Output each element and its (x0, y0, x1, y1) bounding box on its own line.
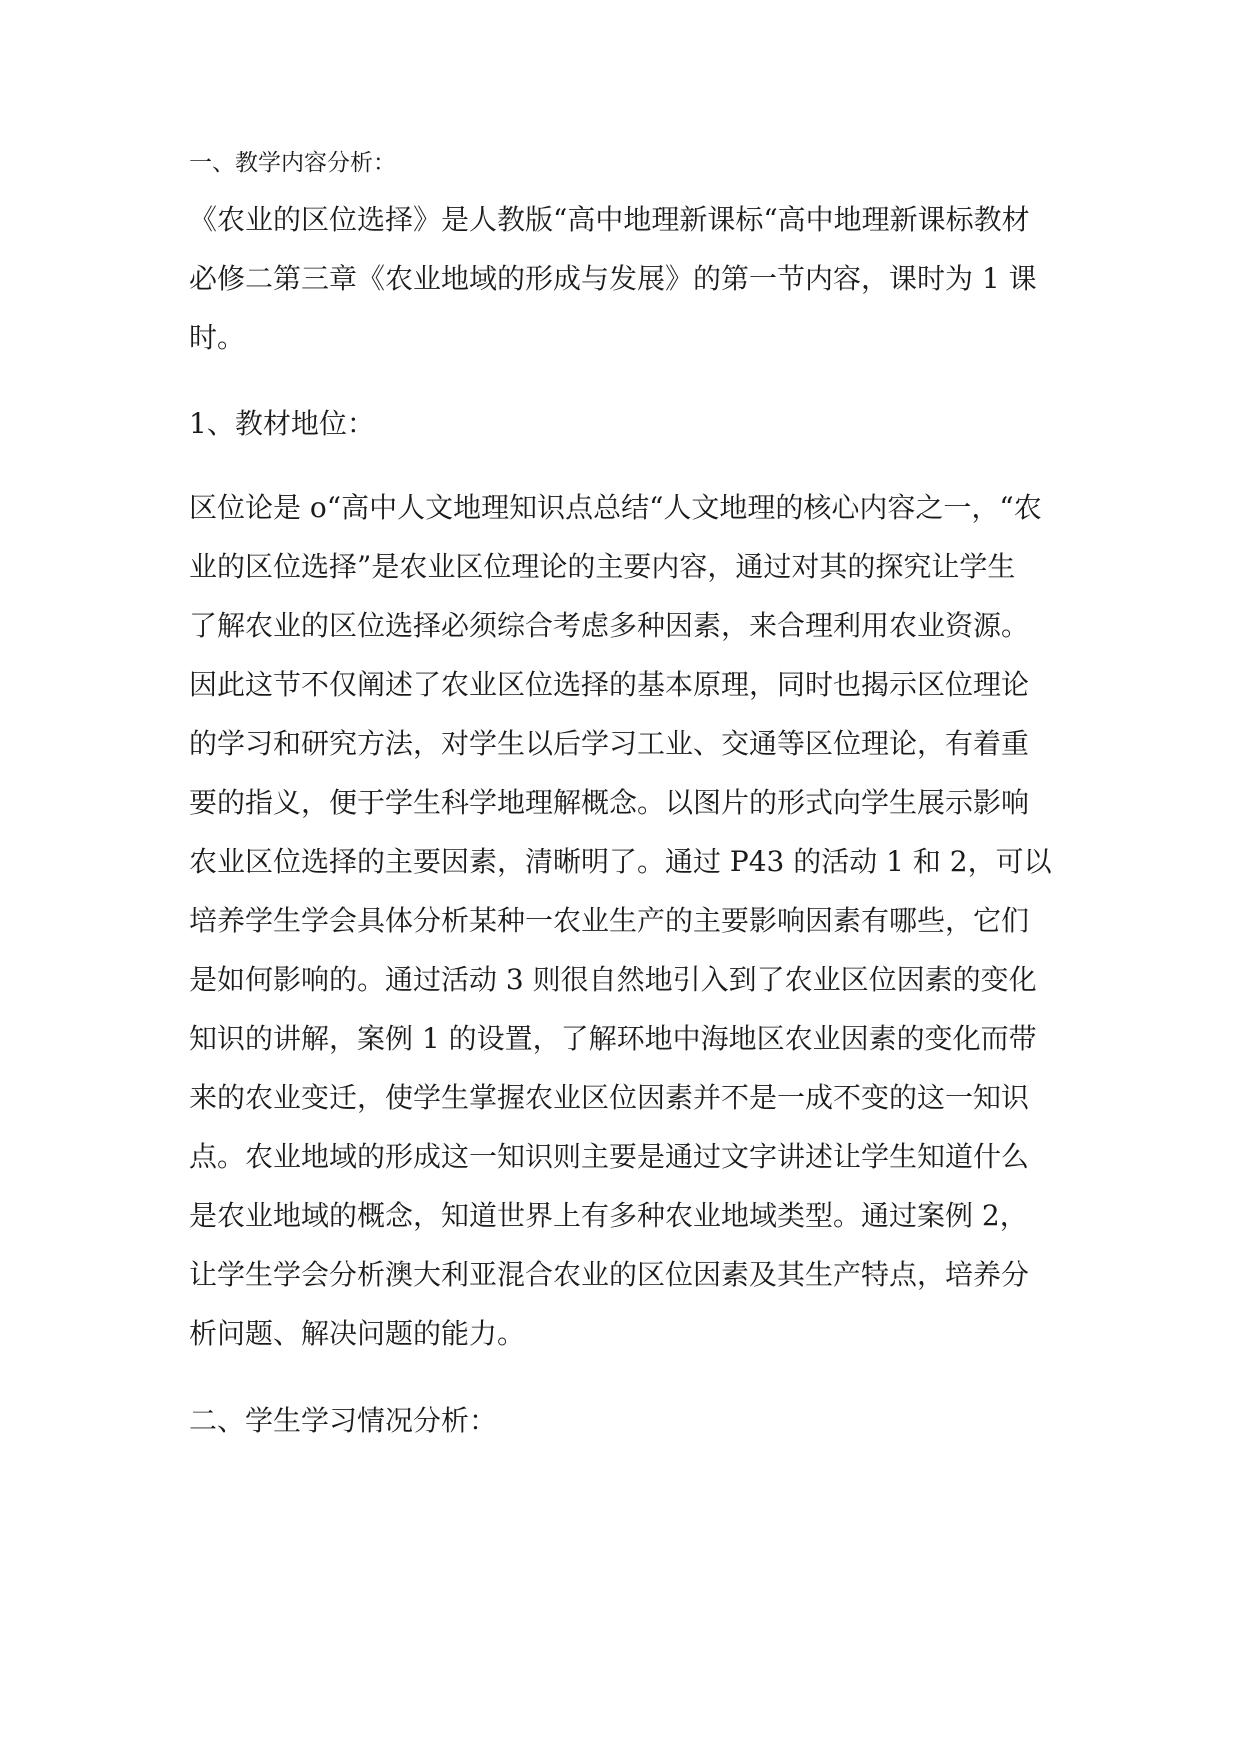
body-line: 区位论是 o“高中人文地理知识点总结“人文地理的核心内容之一，“农 (189, 491, 1042, 524)
subsection-heading-textbook-position: 1、教材地位： (189, 407, 375, 440)
body-line: 是农业地域的概念，知道世界上有多种农业地域类型。通过案例 2， (189, 1199, 1028, 1232)
body-line: 析问题、解决问题的能力。 (189, 1317, 526, 1350)
section-heading-teaching-content: 一、教学内容分析： (189, 150, 396, 176)
body-line: 要的指义，便于学生科学地理解概念。以图片的形式向学生展示影响 (189, 786, 1030, 819)
section-heading-student-analysis: 二、学生学习情况分析： (189, 1404, 498, 1437)
body-line: 让学生学会分析澳大利亚混合农业的区位因素及其生产特点，培养分 (189, 1258, 1030, 1291)
intro-line: 《农业的区位选择》是人教版“高中地理新课标“高中地理新课标教材 (189, 203, 1030, 236)
body-line: 培养学生学会具体分析某种一农业生产的主要影响因素有哪些，它们 (189, 904, 1030, 937)
body-line: 是如何影响的。通过活动 3 则很自然地引入到了农业区位因素的变化 (189, 963, 1037, 996)
body-line: 点。农业地域的形成这一知识则主要是通过文字讲述让学生知道什么 (189, 1140, 1030, 1173)
body-line: 因此这节不仅阐述了农业区位选择的基本原理，同时也揭示区位理论 (189, 668, 1030, 701)
body-line: 知识的讲解，案例 1 的设置，了解环地中海地区农业因素的变化而带 (189, 1022, 1037, 1055)
intro-line: 时。 (189, 321, 246, 354)
body-line: 的学习和研究方法，对学生以后学习工业、交通等区位理论，有着重 (189, 727, 1030, 760)
body-line: 了解农业的区位选择必须综合考虑多种因素，来合理利用农业资源。 (189, 609, 1030, 642)
body-line: 农业区位选择的主要因素，清晰明了。通过 P43 的活动 1 和 2，可以 (189, 845, 1052, 878)
body-line: 业的区位选择”是农业区位理论的主要内容，通过对其的探究让学生 (189, 550, 1016, 583)
intro-line: 必修二第三章《农业地域的形成与发展》的第一节内容，课时为 1 课 (189, 262, 1037, 295)
body-line: 来的农业变迁，使学生掌握农业区位因素并不是一成不变的这一知识 (189, 1081, 1030, 1114)
